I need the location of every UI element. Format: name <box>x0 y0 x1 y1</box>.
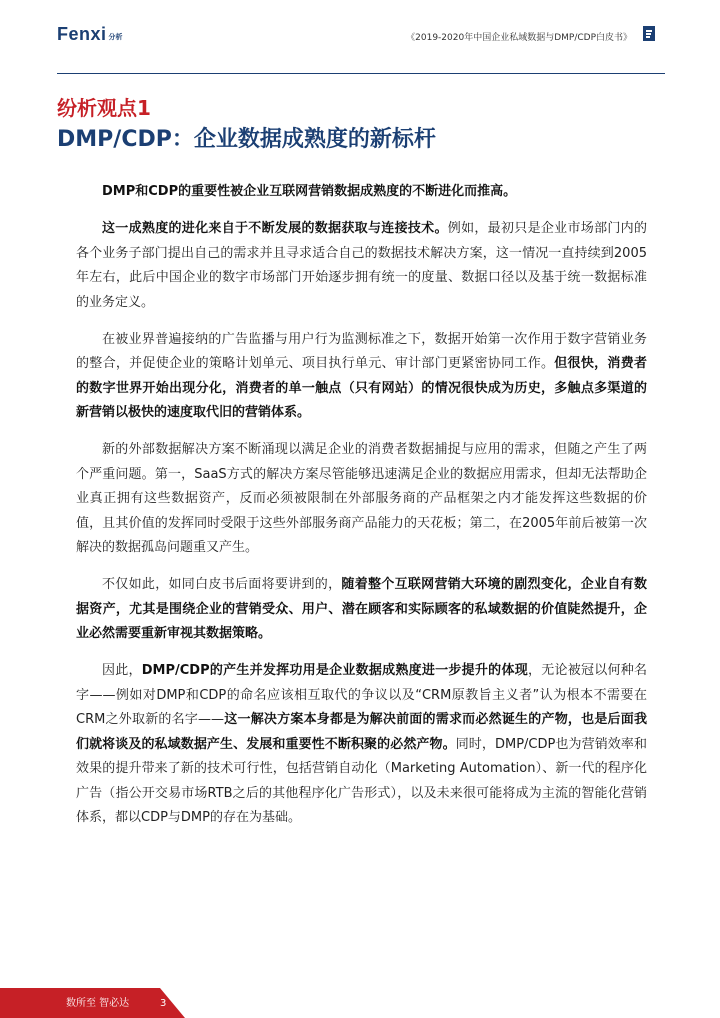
text: 不仅如此，如同白皮书后面将要讲到的， <box>102 577 342 592</box>
paragraph <box>76 328 647 426</box>
fenxi-logo <box>57 24 123 45</box>
text: 新的外部数据解决方案不断涌现以满足企业的消费者数据捕捉与应用的需求，但随之产生了两个严重问题。第一，SaaS方式的解决方案尽管能够迅速满足企业的数据应用需求，但却无法帮助企业真正拥有这些数据资产，反而必须被限制在外部服务商的产品框架之内才能发挥这些数据的价值，且其价值的发挥同时受限于这些外部服务商产品能力的天花板；第二，在2005年前后被第一次解决的数据孤岛问题重又产生。 <box>76 442 647 555</box>
bold-text: 但很快，消费者的数字世界开始出现分化，消费者的单一触点（只有网站）的情况很快成为历史，多触点多渠道的新营销以极快的速度取代旧的营销体系。 <box>76 356 647 420</box>
page-header <box>0 0 720 76</box>
section-label: 纷析观点1 <box>57 96 151 120</box>
bold-text: 随着整个互联网营销大环境的剧烈变化，企业自有数据资产，尤其是围绕企业的营销受众、用户、潜在顾客和实际顾客的私域数据的价值陡然提升，企业必然需要重新审视其数据策略。 <box>76 577 647 641</box>
paragraph <box>76 217 647 315</box>
footer-slogan: 数所至 智必达 <box>66 998 130 1009</box>
report-title: 《2019-2020年中国企业私域数据与DMP/CDP白皮书》 <box>406 33 632 43</box>
text: 同时，DMP/CDP也为营销效率和效果的提升带来了新的技术可行性，包括营销自动化（Marketing Automation）、新一代的程序化广告（指公开交易市场RTB之后的其他程序化广告形式），以及未来很可能将成为主流的智能化营销体系，都以CDP与DMP的存在为基础。 <box>76 736 647 825</box>
text: 在被业界普遍接纳的广告监播与用户行为监测标准之下，数据开始第一次作用于数字营销业务的整合，并促使企业的策略计划单元、项目执行单元、审计部门更紧密协同工作。 <box>76 331 647 371</box>
header-divider <box>57 73 665 74</box>
logo-text: Fenxi <box>57 24 107 44</box>
paragraph <box>76 573 647 647</box>
page-number: 3 <box>160 998 167 1009</box>
paragraph <box>76 659 647 831</box>
body-content <box>76 180 647 843</box>
bold-text: 这一解决方案本身都是为解决前面的需求而必然诞生的产物，也是后面我们就将谈及的私域数据产生、发展和重要性不断积聚的必然产物。 <box>76 712 647 752</box>
paragraph <box>76 438 647 561</box>
bold-text: 这一成熟度的进化来自于不断发展的数据获取与连接技术。 <box>102 221 448 236</box>
document-icon <box>643 26 655 41</box>
bold-text: DMP和CDP的重要性被企业互联网营销数据成熟度的不断进化而推高。 <box>102 184 517 199</box>
section-title: DMP/CDP：企业数据成熟度的新标杆 <box>57 127 436 152</box>
bold-text: DMP/CDP的产生并发挥功用是企业数据成熟度进一步提升的体现 <box>141 663 528 678</box>
text: 例如，最初只是企业市场部门内的各个业务子部门提出自己的需求并且寻求适合自己的数据技术解决方案，这一情况一直持续到2005年左右，此后中国企业的数字市场部门开始逐步拥有统一的度量、数据口径以及基于统一数据标准的业务定义。 <box>76 221 647 310</box>
logo-sub: 分析 <box>108 32 123 41</box>
paragraph <box>76 180 647 205</box>
text: ，无论被冠以何种名字——例如对DMP和CDP的命名应该相互取代的争议以及“CRM原教旨主义者”认为根本不需要在CRM之外取新的名字—— <box>76 663 647 727</box>
text: 因此， <box>102 663 142 678</box>
